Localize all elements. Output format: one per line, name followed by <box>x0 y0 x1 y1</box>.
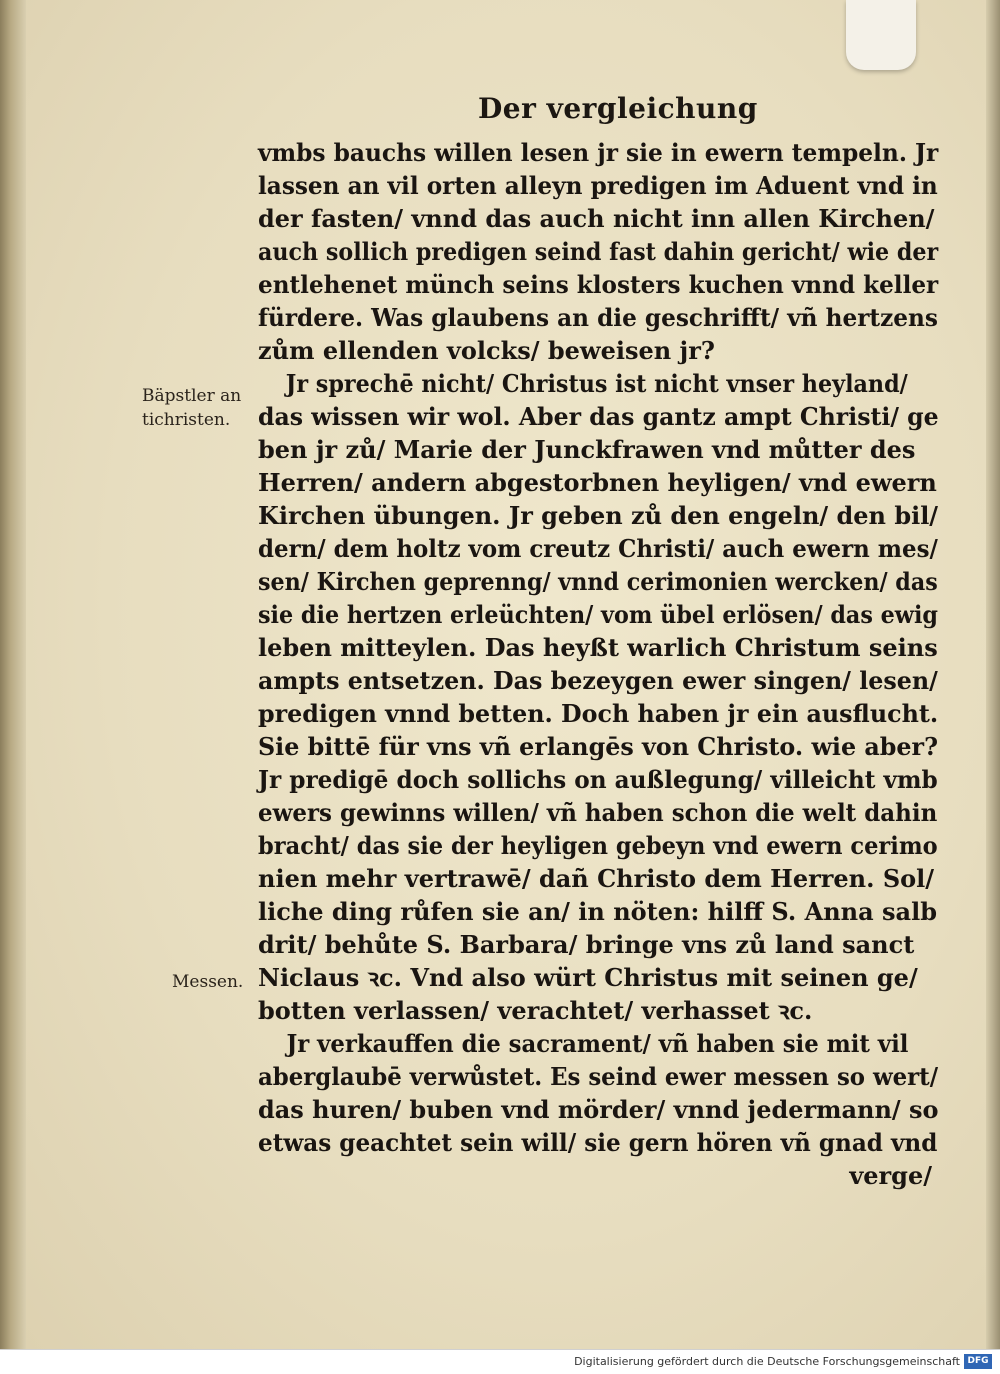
text-line: vmbs bauchs willen lesen jr sie in ewern tempeln. Jr <box>258 138 939 167</box>
page-right-edge <box>986 0 1000 1350</box>
text-line: das huren/ buben vnd mörder/ vnnd jedermann/ so <box>258 1095 939 1124</box>
text-line: bracht/ das sie der heyligen gebeyn vnd ewern cerimo <box>258 831 938 860</box>
text-line: Jr sprechē nicht/ Christus ist nicht vnser heyland/ <box>285 369 908 398</box>
text-line: Sie bittē für vns vñ erlangēs von Christo. wie aber? <box>258 732 939 761</box>
body-text-block <box>258 136 938 1192</box>
text-line: dern/ dem holtz vom creutz Christi/ auch ewern mes/ <box>258 534 938 563</box>
text-line: Niclaus ꝛc. Vnd also würt Christus mit seinen ge/ <box>258 963 918 992</box>
margin-note-line: Messen. <box>172 972 244 992</box>
text-line: ben jr zů/ Marie der Junckfrawen vnd můtter des <box>258 435 916 464</box>
dfg-logo: DFG <box>964 1354 992 1369</box>
catchword: verge/ <box>849 1161 932 1190</box>
text-line: das wissen wir wol. Aber das gantz ampt Christi/ ge <box>258 402 939 431</box>
footer-bar <box>0 1349 1000 1374</box>
text-line: zům ellenden volcks/ beweisen jr? <box>258 336 715 365</box>
margin-note-messen <box>172 970 243 994</box>
margin-note-baepstler <box>142 384 241 432</box>
text-line: aberglaubē verwůstet. Es seind ewer messen so wert/ <box>258 1062 939 1091</box>
text-line: lassen an vil orten alleyn predigen im Aduent vnd in <box>258 171 938 200</box>
text-line: fürdere. Was glaubens an die geschrifft/ vñ hertzens <box>258 303 938 332</box>
text-line: Jr predigē doch sollichs on außlegung/ villeicht vmb <box>258 765 938 794</box>
text-line: auch sollich predigen seind fast dahin gericht/ wie der <box>258 237 939 266</box>
text-line: Kirchen übungen. Jr geben zů den engeln/ den bil/ <box>258 501 939 530</box>
running-head: Der vergleichung <box>478 92 758 125</box>
text-line: predigen vnnd betten. Doch haben jr ein ausflucht. <box>258 699 939 728</box>
text-line: leben mitteylen. Das heyßt warlich Christum seins <box>258 633 938 662</box>
text-line: Jr verkauffen die sacrament/ vñ haben sie mit vil <box>286 1029 909 1058</box>
text-line: ewers gewinns willen/ vñ haben schon die welt dahin <box>258 798 938 827</box>
text-line: der fasten/ vnnd das auch nicht inn allen Kirchen/ <box>258 204 935 233</box>
text-line: ampts entsetzen. Das bezeygen ewer singen/ lesen/ <box>258 666 938 695</box>
text-line: entlehenet münch seins klosters kuchen vnnd keller <box>258 270 939 299</box>
text-line: nien mehr vertrawē/ dañ Christo dem Herren. Sol/ <box>258 864 935 893</box>
text-line: botten verlassen/ verachtet/ verhasset ꝛc. <box>258 996 813 1025</box>
text-line: sen/ Kirchen geprenng/ vnnd cerimonien wercken/ das <box>258 567 938 596</box>
text-line: sie die hertzen erleüchten/ vom übel erlösen/ das ewig <box>258 600 939 629</box>
margin-note-line: tichristen. <box>142 410 231 430</box>
margin-note-line: Bäpstler an <box>142 386 242 406</box>
text-line: liche ding růfen sie an/ in nöten: hilff S. Anna salb <box>258 897 937 926</box>
text-line: etwas geachtet sein will/ sie gern hören vñ gnad vnd <box>258 1128 938 1157</box>
funding-credit: Digitalisierung gefördert durch die Deutsche Forschungsgemeinschaft <box>574 1355 960 1368</box>
text-line: drit/ behůte S. Barbara/ bringe vns zů land sanct <box>258 930 915 959</box>
book-spine-edge <box>0 0 26 1350</box>
page-clip-tab <box>846 0 916 70</box>
text-line: Herren/ andern abgestorbnen heyligen/ vnd ewern <box>258 468 937 497</box>
